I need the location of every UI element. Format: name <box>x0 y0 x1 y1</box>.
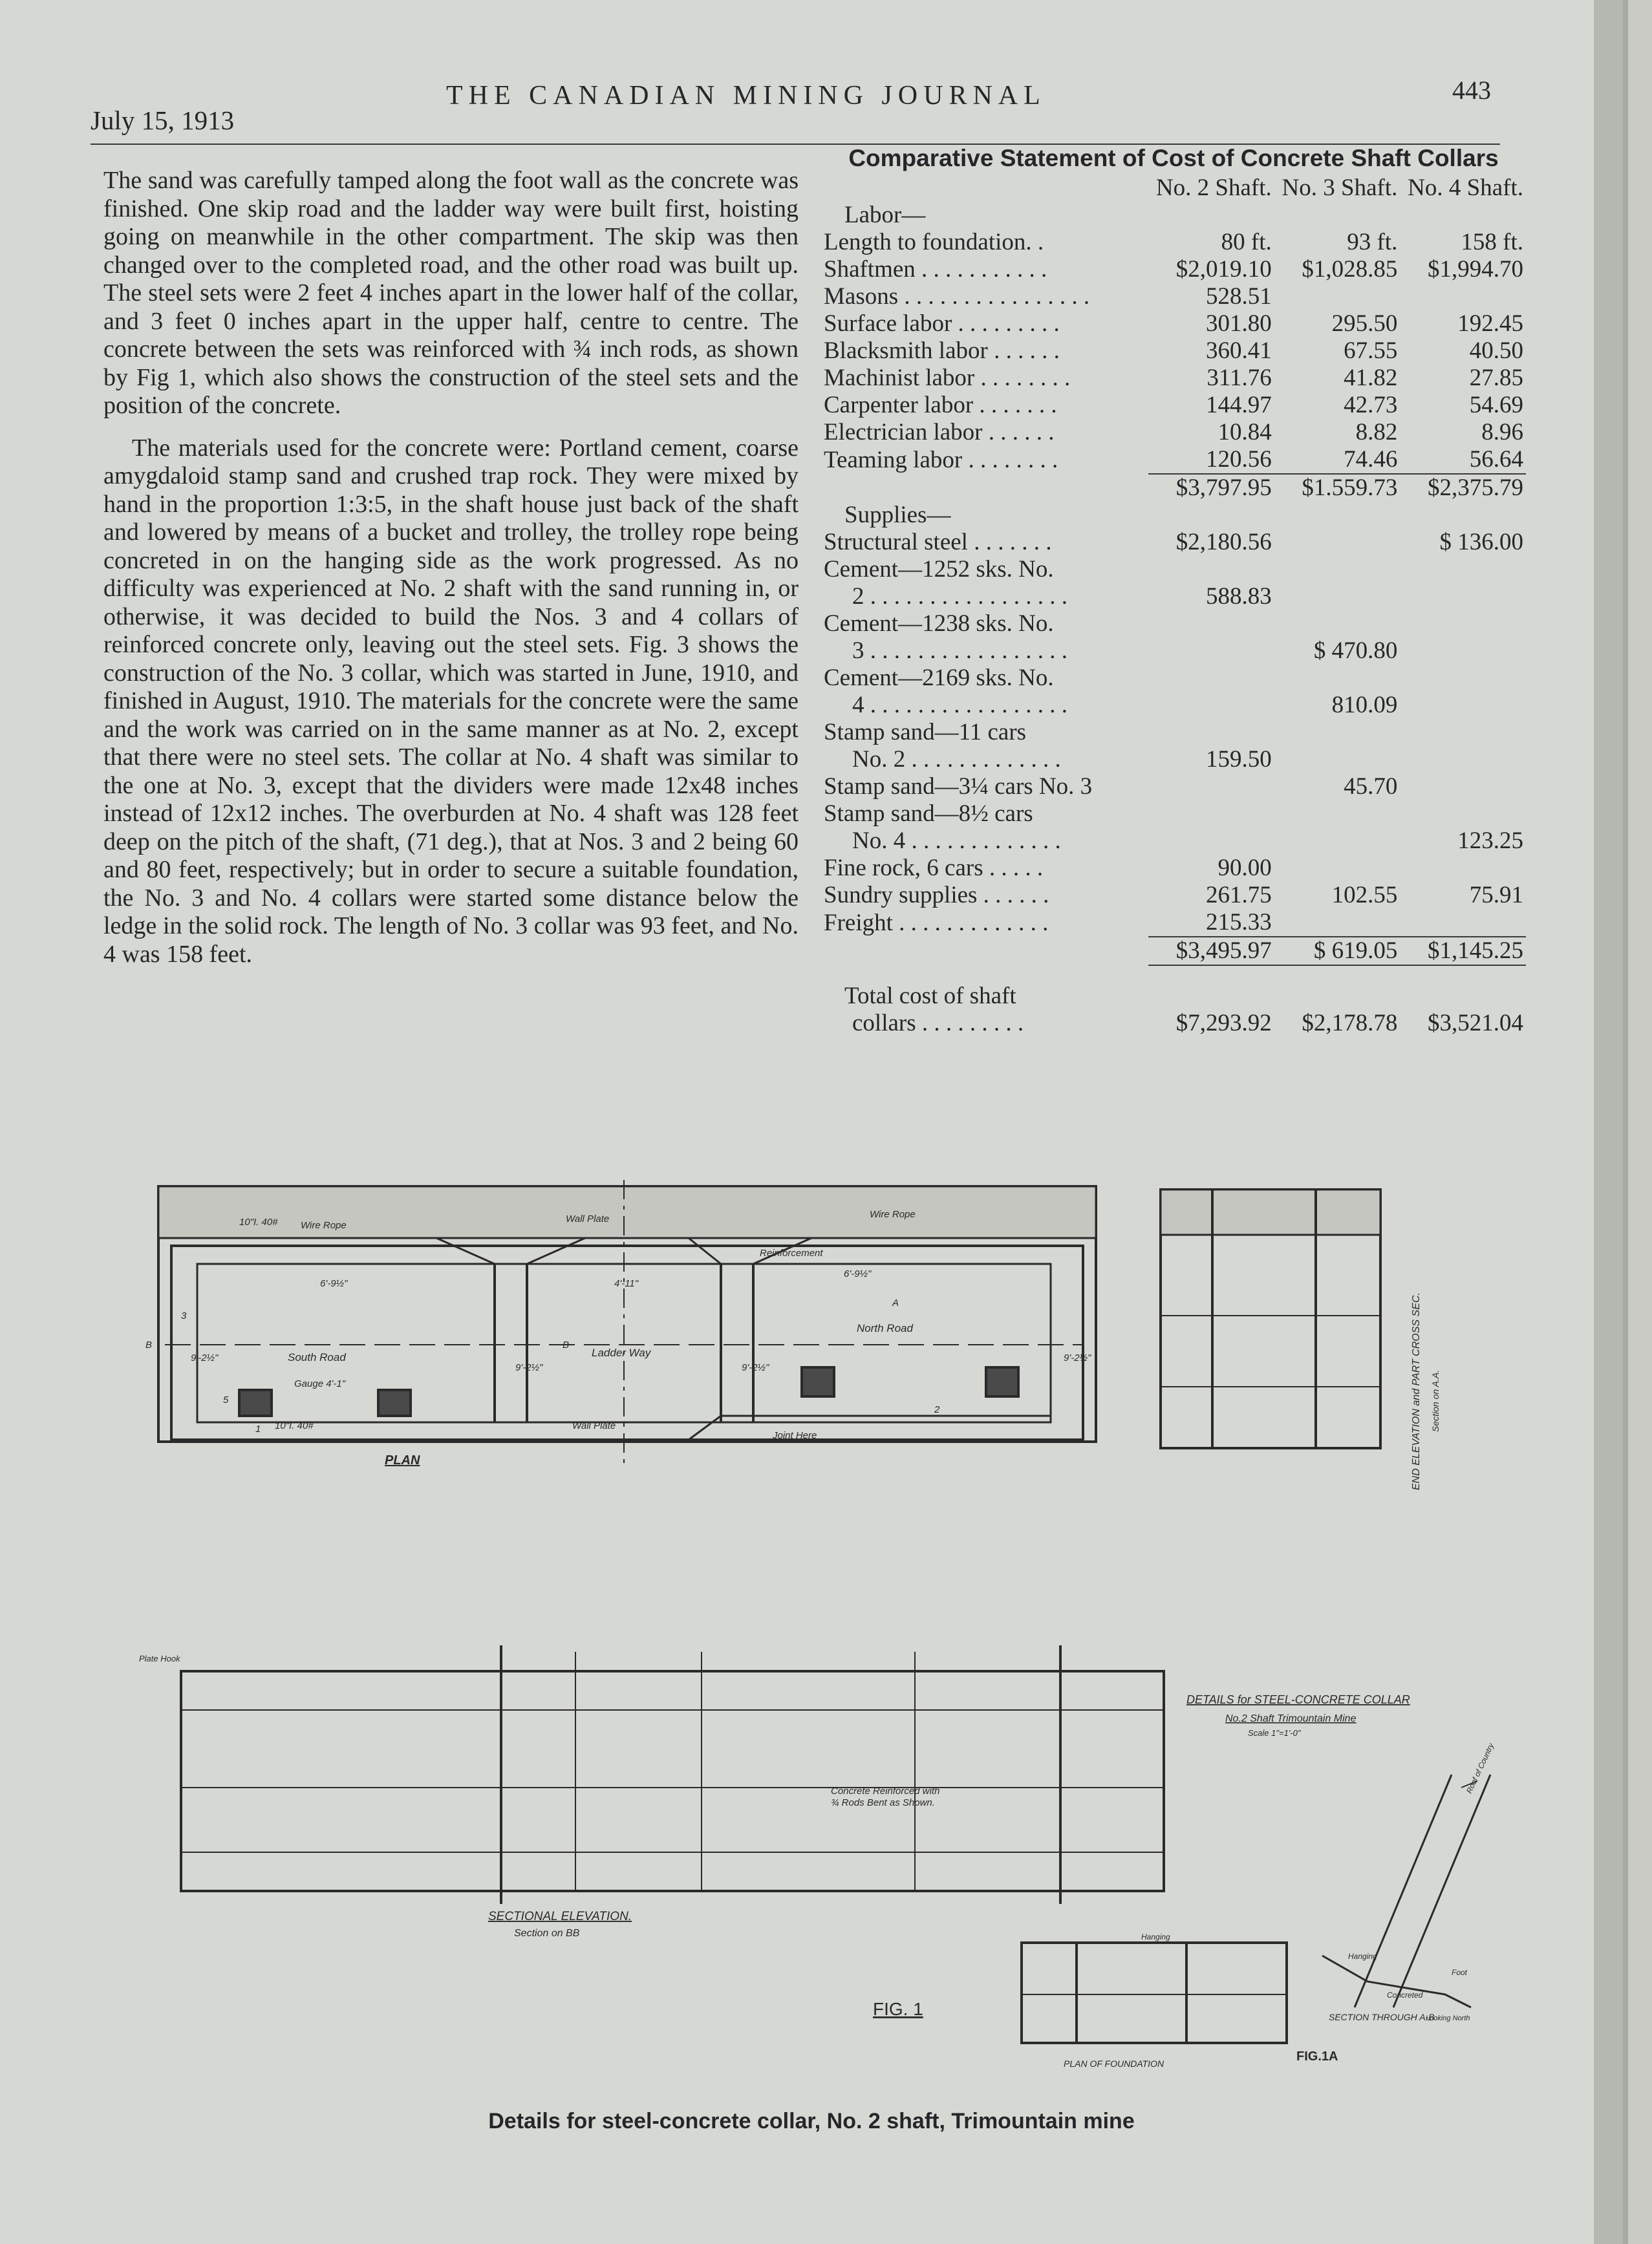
svg-text:PLAN OF FOUNDATION: PLAN OF FOUNDATION <box>1064 2058 1164 2069</box>
table-row <box>821 665 1526 692</box>
row-label: Machinist labor . . . . . . . . <box>824 365 1071 391</box>
svg-text:B: B <box>563 1340 570 1351</box>
table-row <box>821 828 1526 855</box>
issue-date: July 15, 1913 <box>91 105 235 135</box>
row-label: Stamp sand—3¼ cars No. 3 <box>824 773 1093 800</box>
table-row <box>821 610 1526 637</box>
svg-text:10"I. 40#: 10"I. 40# <box>275 1420 314 1431</box>
table-cell <box>1400 983 1526 1010</box>
end-elevation-drawing <box>1161 1190 1380 1448</box>
row-label: Teaming labor . . . . . . . . <box>824 447 1058 473</box>
table-cell: 102.55 <box>1331 882 1398 908</box>
row-label: Carpenter labor . . . . . . . <box>824 392 1057 418</box>
table-cell: $ 136.00 <box>1439 529 1523 555</box>
svg-text:10"I. 40#: 10"I. 40# <box>239 1217 278 1228</box>
table-row <box>821 983 1526 1010</box>
table-cell <box>1148 637 1274 665</box>
sectional-elevation-drawing <box>181 1645 1164 1904</box>
svg-text:B: B <box>145 1340 153 1351</box>
table-cell <box>1148 719 1274 746</box>
table-cell <box>1400 746 1526 773</box>
table-cell <box>1274 665 1400 692</box>
svg-text:Section on A.A.: Section on A.A. <box>1430 1370 1441 1432</box>
table-corner <box>821 175 1148 202</box>
row-label: collars . . . . . . . . . <box>852 1010 1024 1036</box>
svg-text:Wire Rope: Wire Rope <box>301 1220 347 1231</box>
table-cell <box>1274 983 1400 1010</box>
svg-text:Looking North: Looking North <box>1426 2014 1470 2022</box>
table-row <box>821 283 1526 310</box>
table-row <box>821 474 1526 502</box>
grand-total-cell: $7,293.92 <box>1175 1010 1272 1036</box>
table-cell <box>1400 583 1526 610</box>
table-cell <box>1274 828 1400 855</box>
table-cell <box>1148 692 1274 719</box>
svg-text:5: 5 <box>223 1394 229 1405</box>
table-cell: 27.85 <box>1469 365 1523 391</box>
svg-text:Gauge 4'-1": Gauge 4'-1" <box>294 1378 346 1389</box>
section-heading: Labor— <box>844 202 926 228</box>
subtotal-cell: $1,145.25 <box>1400 937 1526 965</box>
column-header: No. 2 Shaft. <box>1155 175 1272 201</box>
subtotal-cell: $ 619.05 <box>1274 937 1400 965</box>
table-title: Comparative Statement of Cost of Concrete Shaft Collars <box>848 145 1499 171</box>
svg-text:1: 1 <box>255 1424 261 1435</box>
table-cell <box>1400 909 1526 937</box>
row-label: Length to foundation. . <box>824 229 1044 255</box>
table-cell: 144.97 <box>1205 392 1272 418</box>
svg-text:Roof of Country: Roof of Country <box>1464 1742 1496 1795</box>
table-cell <box>1400 283 1526 310</box>
journal-title: THE CANADIAN MINING JOURNAL <box>446 81 1046 111</box>
table-cell: 41.82 <box>1344 365 1398 391</box>
subtotal-cell: $1.559.73 <box>1274 474 1400 502</box>
table-cell <box>1148 800 1274 828</box>
table-cell: 123.25 <box>1457 828 1523 854</box>
row-label: Structural steel . . . . . . . <box>824 529 1052 555</box>
subtotal-cell: $3,797.95 <box>1148 474 1274 502</box>
table-cell: 295.50 <box>1331 310 1398 337</box>
table-row <box>821 446 1526 474</box>
svg-text:6'-9½": 6'-9½" <box>320 1278 348 1289</box>
row-label: Cement—1238 sks. No. <box>824 610 1054 637</box>
table-cell <box>1148 828 1274 855</box>
row-label: 3 . . . . . . . . . . . . . . . . . <box>852 637 1067 664</box>
svg-text:A: A <box>892 1298 899 1309</box>
table-cell <box>1400 965 1526 983</box>
table-cell <box>1400 610 1526 637</box>
row-label: Blacksmith labor . . . . . . <box>824 337 1060 364</box>
table-cell <box>1148 556 1274 583</box>
figure-caption: Details for steel-concrete collar, No. 2 shaft, Trimountain mine <box>488 2109 1135 2133</box>
table-cell <box>1400 855 1526 882</box>
sectional-elevation-label: SECTIONAL ELEVATION. <box>488 1910 632 1923</box>
table-cell: 588.83 <box>1205 583 1272 610</box>
row-label: Shaftmen . . . . . . . . . . . <box>824 256 1047 283</box>
table-cell: 192.45 <box>1457 310 1523 337</box>
table-cell: 301.80 <box>1205 310 1272 337</box>
table-cell: 360.41 <box>1205 337 1272 364</box>
svg-text:Scale 1"=1'-0": Scale 1"=1'-0" <box>1248 1728 1301 1738</box>
table-cell <box>1274 746 1400 773</box>
table-row <box>821 692 1526 719</box>
svg-text:Joint Here: Joint Here <box>773 1430 817 1441</box>
svg-text:9'-2½": 9'-2½" <box>742 1362 769 1373</box>
table-cell: 80 ft. <box>1221 229 1272 255</box>
table-row <box>821 256 1526 283</box>
row-label: Electrician labor . . . . . . <box>824 419 1055 445</box>
svg-text:Concrete Reinforced with: Concrete Reinforced with <box>831 1786 940 1797</box>
svg-text:Plate Hook: Plate Hook <box>139 1654 180 1663</box>
table-row <box>821 229 1526 256</box>
table-cell: 528.51 <box>1205 283 1272 310</box>
table-row <box>821 175 1526 202</box>
svg-text:Hanging: Hanging <box>1348 1952 1377 1961</box>
table-cell <box>1274 529 1400 556</box>
table-cell: 8.96 <box>1481 419 1523 445</box>
table-cell <box>1148 665 1274 692</box>
table-cell: 8.82 <box>1355 419 1398 445</box>
plan-label: PLAN <box>385 1453 420 1468</box>
table-cell <box>1274 965 1400 983</box>
table-cell <box>1274 583 1400 610</box>
table-cell <box>1274 800 1400 828</box>
table-cell <box>1400 637 1526 665</box>
table-cell <box>1400 719 1526 746</box>
table-cell <box>1400 502 1526 529</box>
table-cell <box>821 965 1148 983</box>
svg-text:Foot: Foot <box>1452 1968 1468 1977</box>
table-cell <box>1400 556 1526 583</box>
table-cell <box>1274 855 1400 882</box>
north-road-label: North Road <box>857 1322 913 1334</box>
svg-text:9'-2½": 9'-2½" <box>191 1352 219 1363</box>
fig1a-label: FIG.1A <box>1296 2049 1338 2064</box>
table-cell: 90.00 <box>1218 855 1272 881</box>
table-cell: 75.91 <box>1469 882 1523 908</box>
svg-text:¾ Rods Bent as Shown.: ¾ Rods Bent as Shown. <box>831 1797 935 1808</box>
svg-text:Section on BB: Section on BB <box>514 1928 580 1939</box>
row-label: Stamp sand—8½ cars <box>824 800 1033 827</box>
table-cell: 120.56 <box>1205 446 1272 473</box>
table-cell: $1,028.85 <box>1302 256 1398 283</box>
table-cell: $1,994.70 <box>1428 256 1523 283</box>
table-row <box>821 202 1526 229</box>
row-label: Total cost of shaft <box>844 983 1016 1009</box>
svg-text:6'-9½": 6'-9½" <box>844 1268 872 1279</box>
table-cell: 56.64 <box>1469 446 1523 473</box>
table-cell: 45.70 <box>1344 773 1398 800</box>
article-column <box>103 167 799 983</box>
svg-text:Wall Plate: Wall Plate <box>572 1420 616 1431</box>
table-cell: 810.09 <box>1331 692 1398 718</box>
table-row <box>821 365 1526 392</box>
collar-drawing <box>126 1173 1568 2091</box>
table-cell <box>1274 283 1400 310</box>
column-header: No. 4 Shaft. <box>1408 175 1523 201</box>
table-cell <box>1400 665 1526 692</box>
subtotal-cell: $3,495.97 <box>1148 937 1274 965</box>
table-row <box>821 556 1526 583</box>
table-row <box>821 310 1526 337</box>
page-edge <box>1594 0 1623 2244</box>
table-cell: 42.73 <box>1344 392 1398 418</box>
svg-text:Hanging: Hanging <box>1141 1932 1170 1941</box>
table-cell <box>1274 719 1400 746</box>
table-row <box>821 773 1526 800</box>
table-cell: 67.55 <box>1344 337 1398 364</box>
table-row <box>821 965 1526 983</box>
table-cell <box>1274 502 1400 529</box>
svg-text:4'-11": 4'-11" <box>614 1278 639 1289</box>
table-row <box>821 882 1526 909</box>
svg-text:Wire Rope: Wire Rope <box>870 1209 916 1220</box>
row-label: No. 4 . . . . . . . . . . . . . <box>852 828 1061 854</box>
row-label: Masons . . . . . . . . . . . . . . . . <box>824 283 1090 310</box>
row-label: Freight . . . . . . . . . . . . . <box>824 910 1049 936</box>
svg-text:9'-2½": 9'-2½" <box>515 1362 543 1373</box>
article-paragraph: The sand was carefully tamped along the foot wall as the concrete was finished. One skip road and the ladder way were built first, hoisting going on meanwhile in the other compartment. The skip was then changed over to the completed road, and the other road was built up. The steel sets were 2 feet 4 inches apart in the lower half of the collar, and 3 feet 0 inches apart in the upper half, centre to centre. The concrete between the sets was reinforced with ¾ inch rods, as shown by Fig 1, which also shows the construction of the steel sets and the position of the concrete. <box>103 167 799 419</box>
table-cell: 93 ft. <box>1347 229 1398 255</box>
table-row <box>821 746 1526 773</box>
table-cell: 10.84 <box>1218 419 1272 445</box>
table-row <box>821 855 1526 882</box>
table-cell <box>1274 556 1400 583</box>
table-cell: 159.50 <box>1205 746 1272 773</box>
article-paragraph: The materials used for the concrete were: Portland cement, coarse amygdaloid stamp sand and crushed trap rock. They were mixed by hand in the proportion 1:3:5, in the shaft house just back of the shaft and lowered by means of a bucket and trolley, the trolley rope being concreted in on the hanging side as the work progressed. As no difficulty was experienced at No. 2 shaft with the sand running in, or otherwise, it was decided to build the Nos. 3 and 4 collars of reinforced concrete only, leaving out the steel sets. Fig. 3 shows the construction of the No. 3 collar, which was started in June, 1910, and finished in August, 1910. The materials for the concrete were the same and the work was carried on in the same manner as at No. 2, except that there were no steel sets. The collar at No. 4 shaft was similar to the one at No. 3, except that the dividers were made 12x48 inches instead of 12x12 inches. The overburden at No. 4 shaft was 128 feet deep on the pitch of the shaft, (71 deg.), that at Nos. 3 and 2 being 60 and 80 feet, respectively; but in order to secure a suitable foundation, the No. 3 and No. 4 collars were started some distance below the ledge in the solid rock. The length of No. 3 collar was 93 feet, and No. 4 was 158 feet. <box>103 434 799 968</box>
table-cell: 54.69 <box>1469 392 1523 418</box>
cost-table-column <box>821 145 1526 1037</box>
table-cell: 311.76 <box>1207 365 1272 391</box>
table-row <box>821 419 1526 446</box>
table-row <box>821 583 1526 610</box>
table-cell: 215.33 <box>1205 909 1272 935</box>
table-cell <box>1148 965 1274 983</box>
table-cell: 158 ft. <box>1461 229 1523 255</box>
table-cell: $2,180.56 <box>1175 529 1272 555</box>
table-row <box>821 1010 1526 1037</box>
table-cell <box>1148 610 1274 637</box>
table-cell <box>821 474 1148 502</box>
table-row <box>821 392 1526 419</box>
svg-text:Wall Plate: Wall Plate <box>566 1213 610 1224</box>
table-cell <box>1400 692 1526 719</box>
table-row <box>821 502 1526 529</box>
svg-text:Reinforcement: Reinforcement <box>760 1248 823 1259</box>
table-cell <box>1274 202 1400 229</box>
svg-text:SECTION THROUGH A-B: SECTION THROUGH A-B <box>1329 2012 1435 2022</box>
table-cell: 40.50 <box>1469 337 1523 364</box>
table-cell <box>1274 610 1400 637</box>
table-cell: 261.75 <box>1205 882 1272 908</box>
grand-total-cell: $3,521.04 <box>1428 1010 1523 1036</box>
table-row <box>821 337 1526 365</box>
details-title: DETAILS for STEEL-CONCRETE COLLAR <box>1186 1693 1410 1706</box>
row-label: Sundry supplies . . . . . . <box>824 882 1049 908</box>
table-row <box>821 719 1526 746</box>
table-cell <box>1400 202 1526 229</box>
table-cell <box>1400 800 1526 828</box>
ladder-way-label: Ladder Way <box>592 1347 651 1359</box>
cost-table <box>821 175 1526 1037</box>
table-cell: 74.46 <box>1344 446 1398 473</box>
end-elevation-label: END ELEVATION and PART CROSS SEC. <box>1411 1292 1422 1490</box>
table-cell <box>1400 773 1526 800</box>
table-cell <box>1148 202 1274 229</box>
row-label: Surface labor . . . . . . . . . <box>824 310 1060 337</box>
svg-text:9'-2½": 9'-2½" <box>1064 1352 1091 1363</box>
row-label: Fine rock, 6 cars . . . . . <box>824 855 1044 881</box>
svg-text:Concreted: Concreted <box>1387 1991 1423 2000</box>
table-cell <box>1148 983 1274 1010</box>
row-label: Stamp sand—11 cars <box>824 719 1027 745</box>
south-road-label: South Road <box>288 1351 346 1363</box>
row-label: Cement—1252 sks. No. <box>824 556 1054 582</box>
svg-text:3: 3 <box>181 1310 187 1321</box>
table-row <box>821 909 1526 937</box>
table-row <box>821 937 1526 965</box>
subtotal-cell: $2,375.79 <box>1400 474 1526 502</box>
row-label: 4 . . . . . . . . . . . . . . . . . <box>852 692 1067 718</box>
grand-total-cell: $2,178.78 <box>1302 1010 1398 1036</box>
row-label: No. 2 . . . . . . . . . . . . . <box>852 746 1061 773</box>
column-header: No. 3 Shaft. <box>1282 175 1398 201</box>
table-row <box>821 529 1526 556</box>
fig1-label: FIG. 1 <box>873 1999 923 2019</box>
svg-text:2: 2 <box>934 1404 940 1415</box>
page-number: 443 <box>1452 76 1491 105</box>
svg-text:No.2 Shaft Trimountain Mine: No.2 Shaft Trimountain Mine <box>1225 1713 1357 1724</box>
table-cell <box>1148 773 1274 800</box>
table-cell <box>1148 502 1274 529</box>
row-label: 2 . . . . . . . . . . . . . . . . . <box>852 583 1067 610</box>
table-cell: $ 470.80 <box>1313 637 1398 664</box>
table-cell <box>1274 909 1400 937</box>
table-cell: $2,019.10 <box>1175 256 1272 283</box>
row-label: Cement—2169 sks. No. <box>824 665 1054 691</box>
table-row <box>821 800 1526 828</box>
table-cell <box>821 937 1148 965</box>
table-row <box>821 637 1526 665</box>
foundation-plan-drawing <box>1022 1943 1287 2043</box>
section-heading: Supplies— <box>844 502 951 528</box>
